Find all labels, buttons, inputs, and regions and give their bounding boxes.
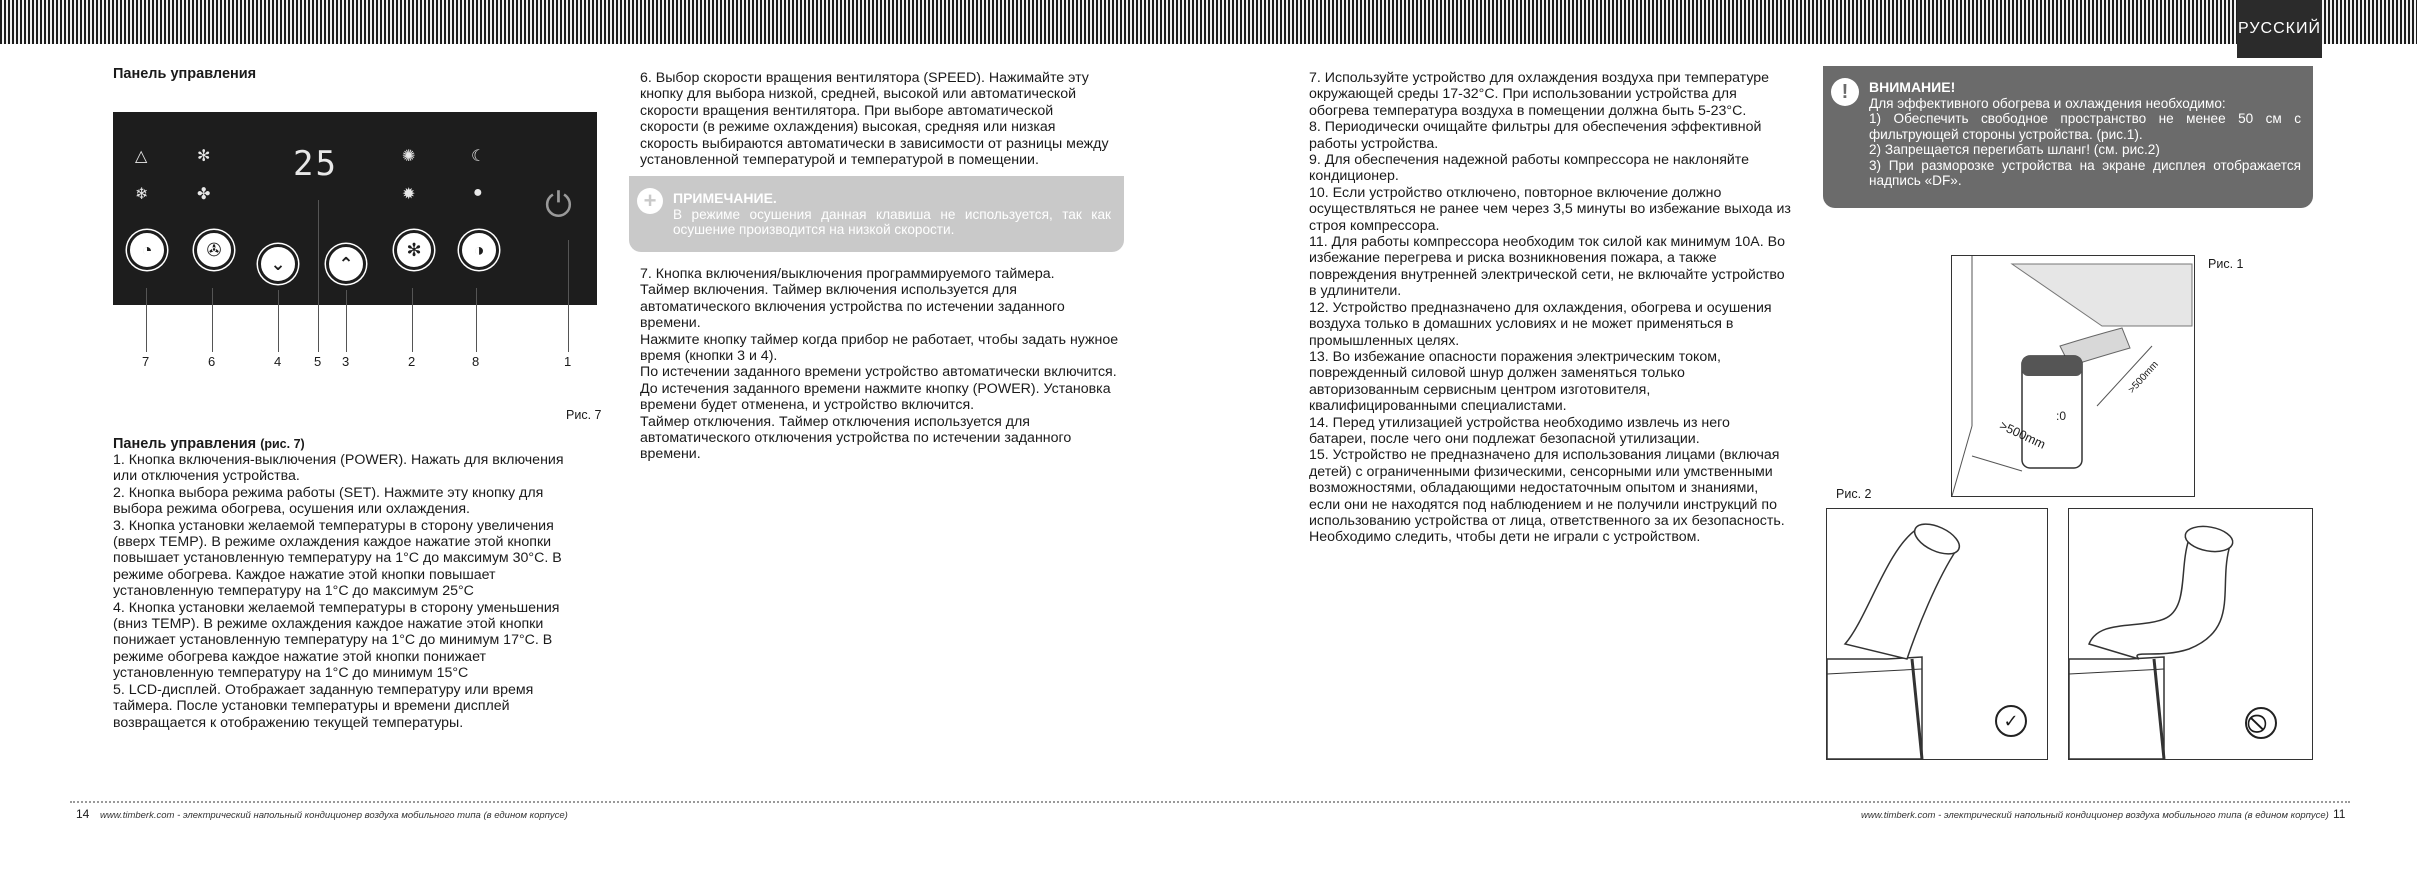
power-icon: ⏻ [545,186,572,224]
heat-mode-icon: ✺ [402,148,416,165]
list-item: 11. Для работы компрессора необходим ток силой как минимум 10А. Во избежание перегрева и риска возникновения пожара, а также повреждения внутренней электрической сети, не включайте устройство в удлинители. [1309,234,1785,300]
list-item: Таймер включения. Таймер включения используется для автоматического включения устройства по истечении заданного времени. [640,282,1065,332]
footer-text-left: www.timberk.com - электрический напольный кондиционер воздуха мобильного типа (в едином корпусе) [100,810,568,821]
timer-section [640,266,1125,463]
timer-icon: ✹ [402,186,416,203]
speed-button[interactable]: ✇ [194,230,234,270]
snow-icon: ❄ [135,186,149,203]
controls-list [113,436,583,731]
figure-1-caption: Рис. 1 [2208,257,2244,271]
figure-1 [1951,255,2195,497]
figure-caption: Рис. 7 [566,408,602,422]
check-icon: ✓ [1995,705,2027,737]
fan-speed-icon: ✤ [197,186,211,203]
list-item: 10. Если устройство отключено, повторное включение должно осуществляться не ранее чем через 3,5 минуты во избежание выхода из строя компрессора. [1309,184,1791,234]
warning-text: Для эффективного обогрева и охлаждения необходимо: 1) Обеспечить свободное пространство не менее 50 см с фильтрующей стороны устройства. (рис.1). 2) Запрещается перегибать шланг! (см. рис.2) 3) При разморозке устройства на экране дисплея отображается надпись «DF». [1869,96,2301,189]
callout-number: 2 [408,354,416,369]
temp-up-button[interactable]: ⌃ [326,244,366,284]
note-text: В режиме осушения данная клавиша не используется, так как осушение производится на низкой скорости. [673,207,1111,238]
lcd-display: 25 [293,144,338,184]
list-item: 3. Кнопка установки желаемой температуры в сторону увеличения (вверх TEMP). В режиме охлаждения каждое нажатие этой кнопки повышает установленную температуру на 1°С до максимум 30°С. В режиме обогрева. Каждое нажатие этой кнопки повышает установленную температуру на 1°С до максимум 25°С [113,517,562,600]
item-speed: 6. Выбор скорости вращения вентилятора (SPEED). Нажимайте эту кнопку для выбора низкой, средней, высокой или автоматической скорости вращения вентилятора. При выборе автоматической скорости (в режиме охлаждения) высокая, средняя или низкая скорость выбираются автоматически в зависимости от разницы между установленной температурой и температурой в помещении. [640,70,1109,169]
callout-number: 8 [472,354,480,369]
sleep-button[interactable]: ◑ [459,230,499,270]
list-item: Таймер отключения. Таймер отключения используется для автоматического отключения устройства по истечении заданного времени. [640,413,1072,463]
callout-line [212,288,213,352]
list-item: По истечении заданного времени устройство автоматически включится. [640,364,1117,381]
page-number-left: 14 [76,807,90,821]
dimension-label: >500mm [2126,359,2161,396]
list-title: Панель управления (рис. 7) [113,436,305,452]
callout-line [278,290,279,352]
dry-mode-icon: ● [473,184,483,201]
list-item: 2. Кнопка выбора режима работы (SET). Нажмите эту кнопку для выбора режима обогрева, осушения или охлаждения. [113,484,544,518]
language-tab: РУССКИЙ [2237,0,2322,58]
cool-mode-icon: △ [135,148,148,165]
section-title: Панель управления [113,66,257,82]
temp-down-button[interactable]: ⌄ [258,244,298,284]
callout-number: 3 [342,354,350,369]
footer-divider [70,801,2350,803]
prohibited-icon [2245,707,2277,739]
instructions-list [1309,70,1791,546]
list-item: 14. Перед утилизацией устройства необходимо извлечь из него батареи, после чего они подлежат безопасной утилизации. [1309,414,1730,447]
callout-line [568,240,569,352]
control-panel-figure [113,112,597,305]
warning-box [1823,66,2313,208]
callout-line [412,288,413,352]
svg-text::0: :0 [2056,409,2067,423]
fan-mode-icon: ✻ [197,148,211,165]
list-item: До истечения заданного времени нажмите кнопку (POWER). Установка времени будет отменена, и устройство включится. [640,380,1111,414]
list-item: 12. Устройство предназначено для охлаждения, обогрева и осушения воздуха только в домашних условиях и не может применяться в промышленных целях. [1309,299,1772,349]
timer-button[interactable]: ◔ [127,230,167,270]
note-box [629,176,1124,252]
callout-number: 5 [314,354,322,369]
callout-line [146,288,147,352]
list-item: 9. Для обеспечения надежной работы компрессора не наклоняйте кондиционер. [1309,152,1750,185]
list-item: Нажмите кнопку таймер когда прибор не работает, чтобы задать нужное время (кнопки 3 и 4). [640,331,1119,365]
figure-2-correct [1826,508,2048,760]
list-item: 4. Кнопка установки желаемой температуры в сторону уменьшения (вниз TEMP). В режиме охлаждения каждое нажатие этой кнопки понижает установленную температуру на 1°С до минимум 17°С. В режиме обогрева каждое нажатие этой кнопки понижает установленную температуру на 1°С до минимум 15°С [113,599,560,682]
list-item: 15. Устройство не предназначено для использования лицами (включая детей) с ограниченными физическими, сенсорными или умственными возможностями, обладающими недостаточным опытом и знаниями, если они не находятся под наблюдением и не получили инструкций по использованию устройства от лица, ответственного за их безопасность. Необходимо следить, чтобы дети не играли с устройством. [1309,447,1785,546]
figure-2-incorrect [2068,508,2313,760]
callout-line [476,288,477,352]
sleep-mode-icon: ☾ [471,148,486,165]
callout-number: 1 [564,354,572,369]
figure-2-caption: Рис. 2 [1836,487,1872,501]
note-title: ПРИМЕЧАНИЕ. [673,190,777,206]
list-item: 5. LCD-дисплей. Отображает заданную температуру или время таймера. После установки температуры и времени дисплей возвращается к отображению текущей температуры. [113,681,534,731]
plus-icon: + [637,188,663,214]
unit-placement-illustration [1952,256,2194,496]
callout-line [346,290,347,352]
list-item: 7. Используйте устройство для охлаждения воздуха при температуре окружающей среды 17-32°С. При использовании устройства для обогрева температура воздуха в помещении должна быть 5-23°С. [1309,70,1770,119]
exclamation-icon: ! [1831,78,1859,106]
top-stripe-bar [0,0,2417,44]
mode-button[interactable]: ✻ [394,230,434,270]
footer-text-right: www.timberk.com - электрический напольный кондиционер воздуха мобильного типа (в едином корпусе) [1861,810,2329,821]
callout-line [318,200,319,352]
list-item: 8. Периодически очищайте фильтры для обеспечения эффективной работы устройства. [1309,119,1762,152]
list-item: 13. Во избежание опасности поражения электрическим током, поврежденный силовой шнур должен заменяться только авторизованным сервисным центром изготовителя, квалифицированными специалистами. [1309,348,1721,415]
list-item: 7. Кнопка включения/выключения программируемого таймера. [640,266,1055,282]
callout-number: 4 [274,354,282,369]
list-item: 1. Кнопка включения-выключения (POWER). Нажать для включения или отключения устройства. [113,452,564,485]
page-number-right: 11 [2333,807,2346,821]
dimension-label: >500mm [1997,418,2048,452]
callout-number: 7 [142,354,150,369]
callout-number: 6 [208,354,216,369]
warning-title: ВНИМАНИЕ! [1869,79,1956,95]
